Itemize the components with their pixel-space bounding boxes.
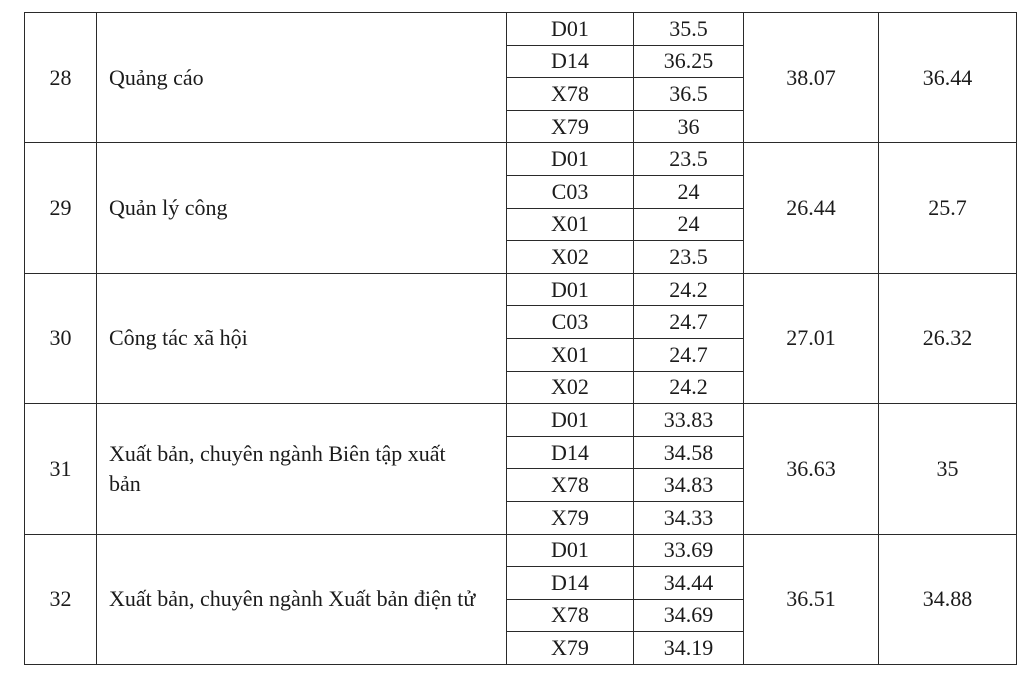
subject-combination-cell: C03 bbox=[507, 175, 634, 208]
score-column-b-cell: 35 bbox=[879, 404, 1017, 534]
subject-combination-cell: D01 bbox=[507, 404, 634, 437]
score-column-a-cell: 27.01 bbox=[744, 273, 879, 403]
score-column-b-cell: 25.7 bbox=[879, 143, 1017, 273]
combination-score-cell: 24 bbox=[634, 175, 744, 208]
admission-score-table bbox=[24, 12, 1017, 665]
score-column-a-cell: 26.44 bbox=[744, 143, 879, 273]
combination-score-cell: 33.69 bbox=[634, 534, 744, 567]
score-column-a-cell: 36.51 bbox=[744, 534, 879, 664]
combination-score-cell: 24 bbox=[634, 208, 744, 241]
major-name-cell bbox=[97, 534, 507, 664]
combination-score-cell: 24.7 bbox=[634, 338, 744, 371]
major-name-cell bbox=[97, 273, 507, 403]
combination-score-cell: 35.5 bbox=[634, 13, 744, 46]
subject-combination-cell: D01 bbox=[507, 13, 634, 46]
subject-combination-cell: X01 bbox=[507, 208, 634, 241]
major-name: Xuất bản, chuyên ngành Biên tập xuất bản bbox=[109, 440, 446, 496]
subject-combination-cell: D14 bbox=[507, 436, 634, 469]
major-name: Công tác xã hội bbox=[109, 325, 248, 351]
combination-score-cell: 36.25 bbox=[634, 45, 744, 78]
combination-score-cell: 34.83 bbox=[634, 469, 744, 502]
subject-combination-cell: X78 bbox=[507, 469, 634, 502]
subject-combination-cell: X02 bbox=[507, 241, 634, 274]
score-column-b-cell: 36.44 bbox=[879, 13, 1017, 143]
combination-score-cell: 34.19 bbox=[634, 632, 744, 665]
subject-combination-cell: X79 bbox=[507, 632, 634, 665]
score-column-a-cell: 36.63 bbox=[744, 404, 879, 534]
table-row bbox=[25, 404, 1017, 437]
score-column-b-cell: 26.32 bbox=[879, 273, 1017, 403]
table-row bbox=[25, 534, 1017, 567]
major-number-cell: 29 bbox=[25, 143, 97, 273]
combination-score-cell: 36.5 bbox=[634, 78, 744, 111]
major-name-cell bbox=[97, 404, 507, 534]
subject-combination-cell: X79 bbox=[507, 501, 634, 534]
subject-combination-cell: X79 bbox=[507, 110, 634, 143]
combination-score-cell: 34.33 bbox=[634, 501, 744, 534]
table-body bbox=[25, 13, 1017, 665]
combination-score-cell: 34.69 bbox=[634, 599, 744, 632]
combination-score-cell: 34.58 bbox=[634, 436, 744, 469]
subject-combination-cell: D14 bbox=[507, 567, 634, 600]
major-number-cell: 30 bbox=[25, 273, 97, 403]
subject-combination-cell: X78 bbox=[507, 78, 634, 111]
combination-score-cell: 36 bbox=[634, 110, 744, 143]
table-row bbox=[25, 273, 1017, 306]
combination-score-cell: 24.2 bbox=[634, 273, 744, 306]
major-number-cell: 31 bbox=[25, 404, 97, 534]
major-name-cell bbox=[97, 143, 507, 273]
subject-combination-cell: D14 bbox=[507, 45, 634, 78]
combination-score-cell: 24.2 bbox=[634, 371, 744, 404]
major-number-cell: 32 bbox=[25, 534, 97, 664]
combination-score-cell: 34.44 bbox=[634, 567, 744, 600]
table-row bbox=[25, 143, 1017, 176]
subject-combination-cell: D01 bbox=[507, 273, 634, 306]
subject-combination-cell: D01 bbox=[507, 534, 634, 567]
subject-combination-cell: C03 bbox=[507, 306, 634, 339]
major-number-cell: 28 bbox=[25, 13, 97, 143]
major-name-cell bbox=[97, 13, 507, 143]
subject-combination-cell: X78 bbox=[507, 599, 634, 632]
major-name: Quảng cáo bbox=[109, 64, 204, 90]
combination-score-cell: 24.7 bbox=[634, 306, 744, 339]
major-name: Xuất bản, chuyên ngành Xuất bản điện tử bbox=[109, 586, 476, 612]
combination-score-cell: 23.5 bbox=[634, 241, 744, 274]
combination-score-cell: 33.83 bbox=[634, 404, 744, 437]
table-row bbox=[25, 13, 1017, 46]
combination-score-cell: 23.5 bbox=[634, 143, 744, 176]
score-column-b-cell: 34.88 bbox=[879, 534, 1017, 664]
major-name: Quản lý công bbox=[109, 195, 228, 221]
subject-combination-cell: X01 bbox=[507, 338, 634, 371]
subject-combination-cell: D01 bbox=[507, 143, 634, 176]
subject-combination-cell: X02 bbox=[507, 371, 634, 404]
score-column-a-cell: 38.07 bbox=[744, 13, 879, 143]
